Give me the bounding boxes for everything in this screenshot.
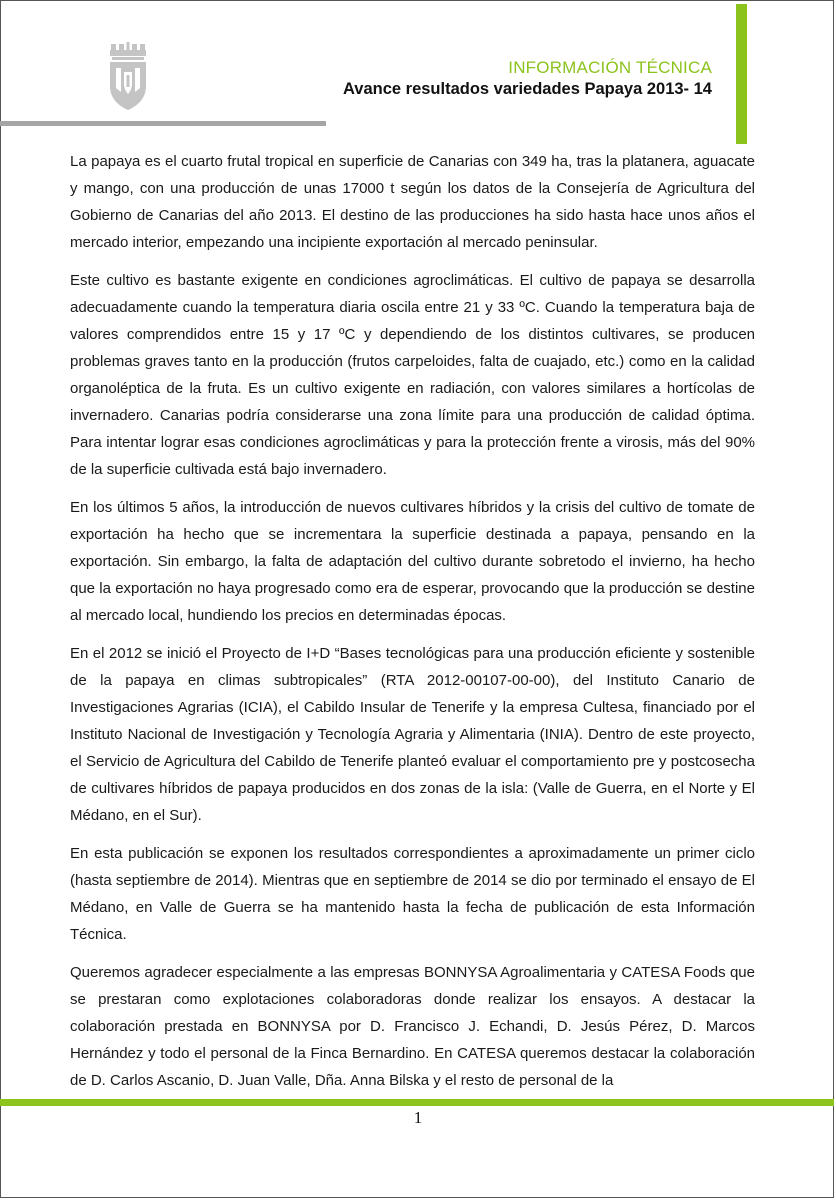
paragraph: En los últimos 5 años, la introducción de nuevos cultivares híbridos y la crisis del cultivo de tomate de exportación ha hecho que se incrementara la superficie destinada a papaya, pensando en la exportación. Sin embargo, la falta de adaptación del cultivo durante sobretodo el invierno, ha hecho que la exportación no haya progresado como era de esperar, provocando que la producción se destine al mercado local, hundiendo los precios en determinadas épocas. <box>70 499 755 624</box>
header-accent-bar <box>736 4 747 144</box>
cabildo-tenerife-crest-icon <box>107 42 149 112</box>
footer-divider <box>0 1099 834 1106</box>
header-label: INFORMACIÓN TÉCNICA <box>508 58 712 77</box>
page-number: 1 <box>413 1108 423 1127</box>
document-title: Avance resultados variedades Papaya 2013- 14 <box>342 80 712 98</box>
paragraph: Este cultivo es bastante exigente en condiciones agroclimáticas. El cultivo de papaya se desarrolla adecuadamente cuando la temperatura diaria oscila entre 21 y 33 ºC. Cuando la temperatura baja de valores comprendidos entre 15 y 17 ºC y dependiendo de los distintos cultivares, se producen problemas graves tanto en la producción (frutos carpeloides, falta de cuajado, etc.) como en la calidad organoléptica de la fruta. Es un cultivo exigente en radiación, con valores similares a hortícolas de invernadero. Canarias podría considerarse una zona límite para una producción de calidad óptima. Para intentar lograr esas condiciones agroclimáticas y para la protección frente a virosis, más del 90% de la superficie cultivada está bajo invernadero. <box>70 272 755 478</box>
document-body <box>70 148 755 1105</box>
header <box>343 58 712 99</box>
paragraph: En el 2012 se inició el Proyecto de I+D “Bases tecnológicas para una producción eficiente y sostenible de la papaya en climas subtropicales” (RTA 2012-00107-00-00), del Instituto Canario de Investigaciones Agrarias (ICIA), el Cabildo Insular de Tenerife y la empresa Cultesa, financiado por el Instituto Nacional de Investigación y Tecnología Agraria y Alimentaria (INIA). Dentro de este proyecto, el Servicio de Agricultura del Cabildo de Tenerife planteó evaluar el comportamiento pre y postcosecha de cultivares híbridos de papaya producidos en dos zonas de la isla: (Valle de Guerra, en el Norte y El Médano, en el Sur). <box>70 645 755 824</box>
paragraph: La papaya es el cuarto frutal tropical en superficie de Canarias con 349 ha, tras la platanera, aguacate y mango, con una producción de unas 17000 t según los datos de la Consejería de Agricultura del Gobierno de Canarias del año 2013. El destino de las producciones ha sido hasta hace unos años el mercado interior, empezando una incipiente exportación al mercado peninsular. <box>70 153 755 251</box>
paragraph: Queremos agradecer especialmente a las empresas BONNYSA Agroalimentaria y CATESA Foods que se prestaran como explotaciones colaboradoras donde realizar los ensayos. A destacar la colaboración prestada en BONNYSA por D. Francisco J. Echandi, D. Jesús Pérez, D. Marcos Hernández y todo el personal de la Finca Bernardino. En CATESA queremos destacar la colaboración de D. Carlos Ascanio, D. Juan Valle, Dña. Anna Bilska y el resto de personal de la <box>70 964 755 1089</box>
header-divider <box>0 121 326 126</box>
paragraph: En esta publicación se exponen los resultados correspondientes a aproximadamente un primer ciclo (hasta septiembre de 2014). Mientras que en septiembre de 2014 se dio por terminado el ensayo de El Médano, en Valle de Guerra se ha mantenido hasta la fecha de publicación de esta Información Técnica. <box>70 845 755 943</box>
